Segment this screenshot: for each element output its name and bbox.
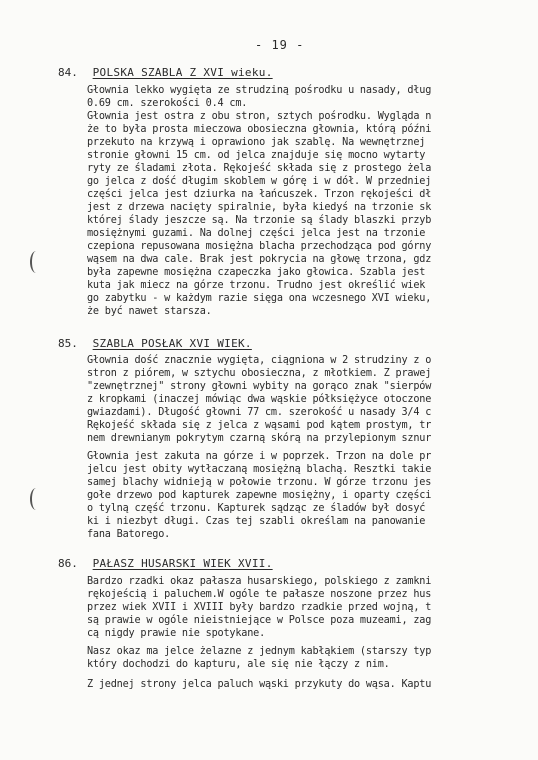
- text-line: czepiona repusowana mosiężna blacha przechodząca pod górny: [87, 241, 432, 252]
- text-line: Nasz okaz ma jelce żelazne z jednym kabłąkiem (starszy typ: [87, 646, 432, 657]
- text-line: ryty ze śladami złota. Rękojeść składa się z prostego żela: [87, 163, 432, 174]
- text-line: go zabytku - w każdym razie sięga ona wczesnego XVI wieku,: [87, 293, 432, 304]
- text-line: stronie głowni 15 cm. od jelca znajduje się mocno wytarty: [87, 150, 426, 161]
- text-line: Głownia dość znacznie wygięta, ciągniona w 2 strudziny z o: [87, 355, 432, 366]
- page-number: - 19 -: [255, 38, 305, 52]
- entry-number: 86.: [58, 557, 78, 570]
- text-line: ki i niezbyt długi. Czas tej szabli określam na panowanie: [87, 516, 426, 527]
- text-line: że to była prosta mieczowa obosieczna głownia, którą późni: [87, 124, 432, 135]
- text-line: rękojeścią i paluchem.W ogóle te pałasze noszone przez hus: [87, 589, 432, 600]
- text-line: samej blachy widnieją w połowie trzonu. W górze trzonu jes: [87, 477, 432, 488]
- text-line: Bardzo rzadki okaz pałasza husarskiego, polskiego z zamkni: [87, 576, 432, 587]
- text-line: jest z drzewa nacięty spiralnie, była kiedyś na trzonie sk: [87, 202, 432, 213]
- text-line: mosiężnymi guzami. Na dolnej części jelca jest na trzonie: [87, 228, 426, 239]
- text-line: że być nawet starsza.: [87, 306, 212, 317]
- entry-number: 84.: [58, 66, 78, 79]
- entry-title: PAŁASZ HUSARSKI WIEK XVII.: [92, 557, 273, 570]
- text-line: przez wiek XVII i XVIII były bardzo rzadkie przed wojną, t: [87, 602, 432, 613]
- text-line: kuta jak miecz na górze trzonu. Trudno jest określić wiek: [87, 280, 426, 291]
- text-line: wąsem na dwa cale. Brak jest pokrycia na głowę trzona, gdz: [87, 254, 432, 265]
- text-line: który dochodzi do kapturu, ale się nie łączy z nim.: [87, 659, 390, 670]
- binder-hole-mark: [30, 488, 42, 510]
- text-line: przekuto na krzywą i oprawiono jak szablę. Na wewnętrznej: [87, 137, 426, 148]
- text-line: jelcu jest obity wytłaczaną mosiężną blachą. Resztki takie: [87, 464, 432, 475]
- binder-hole-mark: [30, 251, 42, 273]
- text-line: Głownia jest ostra z obu stron, sztych pośrodku. Wygląda n: [87, 111, 432, 122]
- text-line: stron z piórem, w sztychu obosieczna, z młotkiem. Z prawej: [87, 368, 432, 379]
- text-line: gwiazdami). Długość głowni 77 cm. szerokość u nasady 3/4 c: [87, 407, 432, 418]
- text-line: Z jednej strony jelca paluch wąski przykuty do wąsa. Kaptu: [87, 679, 432, 690]
- text-line: "zewnętrznej" strony głowni wybity na gorąco znak "sierpów: [87, 381, 432, 392]
- text-line: której ślady jeszcze są. Na trzonie są ślady blaszki przyb: [87, 215, 432, 226]
- text-line: o tylną część trzonu. Kapturek sądząc ze śladów był dosyć: [87, 503, 426, 514]
- text-line: cą nigdy prawie nie spotykane.: [87, 628, 266, 639]
- text-line: fana Batorego.: [87, 529, 171, 540]
- text-line: była zapewne mosiężna czapeczka jako głowica. Szabla jest: [87, 267, 426, 278]
- text-line: gołe drzewo pod kapturek zapewne mosiężny, i oparty części: [87, 490, 432, 501]
- text-line: z kropkami (inaczej mówiąc dwa wąskie półksiężyce otoczone: [87, 394, 432, 405]
- entry-85-heading: [58, 337, 252, 350]
- text-line: są prawie w ogóle nieistniejące w Polsce poza muzeami, zag: [87, 615, 432, 626]
- entry-title: POLSKA SZABLA Z XVI wieku.: [92, 66, 273, 79]
- entry-title: SZABLA POSŁAK XVI WIEK.: [92, 337, 252, 350]
- text-line: Głownia jest zakuta na górze i w poprzek. Trzon na dole pr: [87, 451, 432, 462]
- text-line: Rękojeść składa się z jelca z wąsami pod kątem prostym, tr: [87, 420, 432, 431]
- text-line: 0.69 cm. szerokości 0.4 cm.: [87, 98, 248, 109]
- entry-86-heading: [58, 557, 273, 570]
- text-line: części jelca jest dziurka na łańcuszek. Trzon rękojeści dł: [87, 189, 432, 200]
- text-line: Głownia lekko wygięta ze strudziną pośrodku u nasady, dług: [87, 85, 432, 96]
- text-line: go jelca z dość długim skoblem w górę i w dół. W przedniej: [87, 176, 432, 187]
- text-line: nem drewnianym pokrytym czarną skórą na przylepionym sznur: [87, 433, 432, 444]
- entry-number: 85.: [58, 337, 78, 350]
- entry-84-heading: [58, 66, 273, 79]
